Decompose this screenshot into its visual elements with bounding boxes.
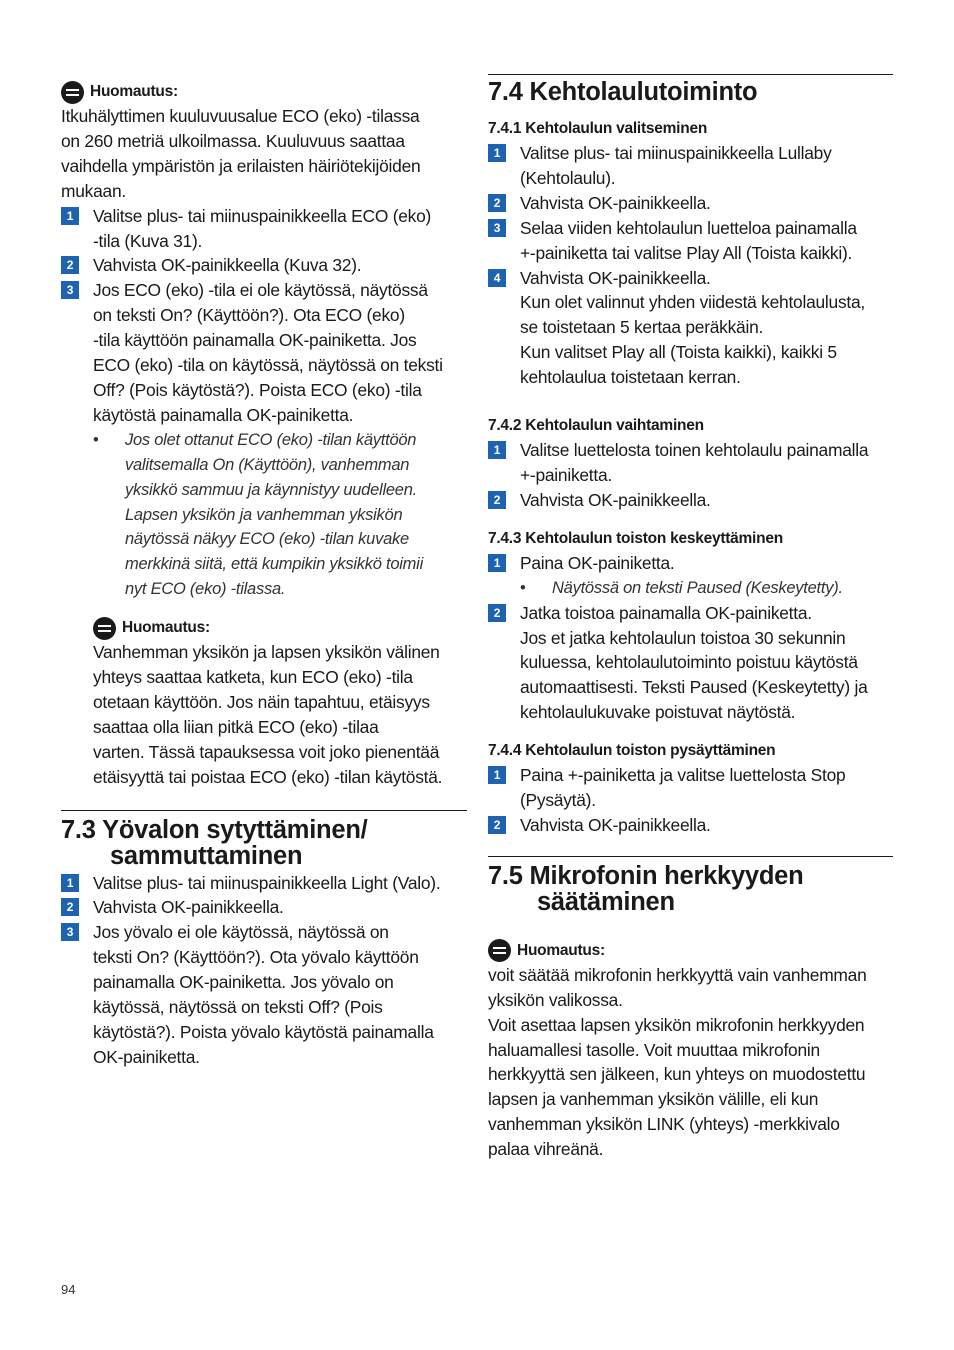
text-line: Off? (Pois käytöstä?). Poista ECO (eko) -tila [93,379,422,400]
step-number: 3 [61,281,79,299]
pause-bullet [520,576,893,601]
light-step-3 [61,920,467,1069]
text-line: yhteys saattaa katketa, kun ECO (eko) -tila [93,667,413,688]
text-line: Kun valitset Play all (Toista kaikki), kaikki 5 [520,342,837,363]
step-number: 2 [488,491,506,509]
step-number: 1 [488,554,506,572]
text-line: kuluessa, kehtolaulutoiminto poistuu käytöstä [520,652,858,673]
section-7-5-heading [488,856,893,915]
text-line: saattaa olla liian pitkä ECO (eko) -tilaa [93,716,379,737]
text-line: (Pysäytä). [520,790,596,811]
step-number: 1 [488,441,506,459]
heading-line: 7.5 Mikrofonin herkkyyden [488,861,804,890]
bullet-dot: • [520,578,526,597]
right-column [488,70,893,1162]
text-line: valitsemalla On (Käyttöön), vanhemman [125,455,410,474]
text-line: Paina OK-painiketta. [520,552,675,573]
text-line: nyt ECO (eko) -tilassa. [125,580,286,599]
step-number: 4 [488,269,506,287]
text-line: se toistetaan 5 kertaa peräkkäin. [520,317,764,338]
step-number: 3 [61,923,79,941]
note-label: Huomautus: [122,619,210,637]
text-line: teksti On? (Käyttöön?). Ota yövalo käyttöön [93,947,419,968]
note2-block [93,616,467,789]
note-icon [61,81,84,104]
text-line: Näytössä on teksti Paused (Keskeytetty). [552,578,843,597]
subsection-7-4-4-heading: 7.4.4 Kehtolaulun toiston pysäyttäminen [488,742,776,760]
text-line: Jatka toistoa painamalla OK-painiketta. [520,602,812,623]
lullaby-select-step-3 [488,216,893,266]
subsection-7-4-3-heading: 7.4.3 Kehtolaulun toiston keskeyttäminen [488,529,783,547]
text-line: otetaan käyttöön. Jos näin tapahtuu, etäisyys [93,691,430,712]
step-number: 2 [488,816,506,834]
text-line: Vahvista OK-painikkeella. [93,897,284,918]
lullaby-select-step-1 [488,141,893,191]
text-line: Vahvista OK-painikkeella (Kuva 32). [93,255,362,276]
text-line: Vahvista OK-painikkeella. [520,814,711,835]
text-line: yksikkö sammuu ja käynnistyy uudelleen. [125,480,417,499]
lullaby-stop-step-1 [488,763,893,813]
text-line: Jos olet ottanut ECO (eko) -tilan käyttöön [125,430,417,449]
text-line: ECO (eko) -tila on käytössä, näytössä on teksti [93,355,443,376]
step-number: 1 [61,874,79,892]
text-line: +-painiketta. [520,464,612,485]
text-line: Voit asettaa lapsen yksikön mikrofonin herkkyyden [488,1014,865,1035]
step-number: 1 [61,207,79,225]
step-number: 2 [488,604,506,622]
text-line: Itkuhälyttimen kuuluvuusalue ECO (eko) -tilassa [61,106,420,126]
text-line: Valitse plus- tai miinuspainikkeella ECO (eko) [93,205,432,226]
text-line: yksikön valikossa. [488,989,623,1010]
text-line: Valitse plus- tai miinuspainikkeella Light (Valo). [93,872,441,893]
lullaby-select-step-2 [488,191,893,216]
subsection-7-4-2-heading: 7.4.2 Kehtolaulun vaihtaminen [488,417,704,435]
section-7-3-heading [61,810,467,869]
text-line: Jos ECO (eko) -tila ei ole käytössä, näytössä [93,280,428,301]
heading-line: säätäminen [537,887,675,916]
text-line: voit säätää mikrofonin herkkyyttä vain vanhemman [488,964,867,985]
text-line: vaihdella ympäristön ja erilaisten häiriötekijöiden [61,155,421,176]
lullaby-change-step-2 [488,488,893,513]
text-line: (Kehtolaulu). [520,167,616,188]
note-heading [93,616,467,640]
text-line: -tila (Kuva 31). [93,230,203,251]
lullaby-pause-step-1 [488,551,893,576]
lullaby-select-step-4 [488,266,893,391]
eco-step-1 [61,204,467,254]
lullaby-change-step-1 [488,438,893,488]
text-line: etäisyyttä tai poistaa ECO (eko) -tilan käytöstä. [93,766,443,787]
note-icon [488,939,511,962]
heading-line: 7.3 Yövalon sytyttäminen/ [61,815,368,844]
text-line: Selaa viiden kehtolaulun luetteloa painamalla [520,217,857,238]
text-line: Valitse plus- tai miinuspainikkeella Lullaby [520,143,832,163]
light-step-2 [61,895,467,920]
note-text [61,104,467,204]
text-line: käytöstä painamalla OK-painiketta. [93,404,354,425]
note-label: Huomautus: [517,941,605,959]
step-number: 2 [61,256,79,274]
text-line: palaa vihreänä. [488,1139,604,1160]
text-line: Paina +-painiketta ja valitse luettelosta Stop [520,765,846,786]
eco-step-2 [61,253,467,278]
note-heading [488,939,893,963]
section-7-4-heading [488,74,893,105]
note-label: Huomautus: [90,83,178,100]
text-line: -tila käyttöön painamalla OK-painiketta. Jos [93,330,417,351]
text-line: OK-painiketta. [93,1046,200,1067]
text-line: näytössä näkyy ECO (eko) -tilan kuvake [125,530,409,549]
text-line: Vahvista OK-painikkeella. [520,489,711,510]
text-line: käytöstä?). Poista yövalo käytöstä painamalla [93,1022,434,1042]
eco-bullet [93,428,467,602]
text-line: on 260 metriä ulkoilmassa. Kuuluvuus saattaa [61,130,405,151]
text-line: varten. Tässä tapauksessa voit joko pienentää [93,741,440,762]
text-line: Jos et jatka kehtolaulun toistoa 30 sekunnin [520,627,846,648]
light-step-1 [61,871,467,896]
note-icon [93,617,116,640]
bullet-dot: • [93,430,99,449]
eco-step-3 [61,278,467,427]
note-heading [61,80,467,104]
text-line: kehtolaulukuvake poistuvat näytöstä. [520,702,796,723]
heading-line: 7.4 Kehtolaulutoiminto [488,78,758,106]
step-number: 1 [488,144,506,162]
text-line: automaattisesti. Teksti Paused (Keskeytetty) ja [520,677,868,698]
text-line: Kun olet valinnut yhden viidestä kehtolaulusta, [520,292,865,313]
step-number: 3 [488,219,506,237]
text-line: Lapsen yksikön ja vanhemman yksikön [125,505,403,524]
text-line: käytössä, näytössä on teksti Off? (Pois [93,997,383,1018]
text-line: Valitse luettelosta toinen kehtolaulu painamalla [520,440,869,461]
text-line: mukaan. [61,180,126,201]
text-line: Vanhemman yksikön ja lapsen yksikön välinen [93,642,440,663]
text-line: Vahvista OK-painikkeella. [520,267,711,288]
text-line: +-painiketta tai valitse Play All (Toista kaikki). [520,242,853,263]
text-line: on teksti On? (Käyttöön?). Ota ECO (eko) [93,305,405,326]
step-number: 1 [488,766,506,784]
text-line: herkkyyttä sen jälkeen, kun yhteys on muodostettu [488,1064,866,1085]
step-number: 2 [488,194,506,212]
text-line: merkkinä siitä, että kumpikin yksikkö toimii [125,555,424,574]
text-line: painamalla OK-painiketta. Jos yövalo on [93,972,394,993]
text-line: Jos yövalo ei ole käytössä, näytössä on [93,922,389,943]
step-number: 2 [61,898,79,916]
page-number: 94 [61,1282,76,1297]
text-line: kehtolaulua toistetaan kerran. [520,367,741,388]
text-line: vanhemman yksikön LINK (yhteys) -merkkivalo [488,1114,840,1135]
lullaby-stop-step-2 [488,813,893,838]
lullaby-pause-step-2 [488,601,893,726]
note-text [488,963,893,1162]
left-column [61,70,467,1070]
text-line: haluamallesi tasolle. Voit muuttaa mikrofonin [488,1039,820,1060]
text-line: lapsen ja vanhemman yksikön välille, eli kun [488,1089,819,1110]
heading-line: sammuttaminen [110,841,303,870]
text-line: Vahvista OK-painikkeella. [520,192,711,213]
subsection-7-4-1-heading: 7.4.1 Kehtolaulun valitseminen [488,120,708,137]
